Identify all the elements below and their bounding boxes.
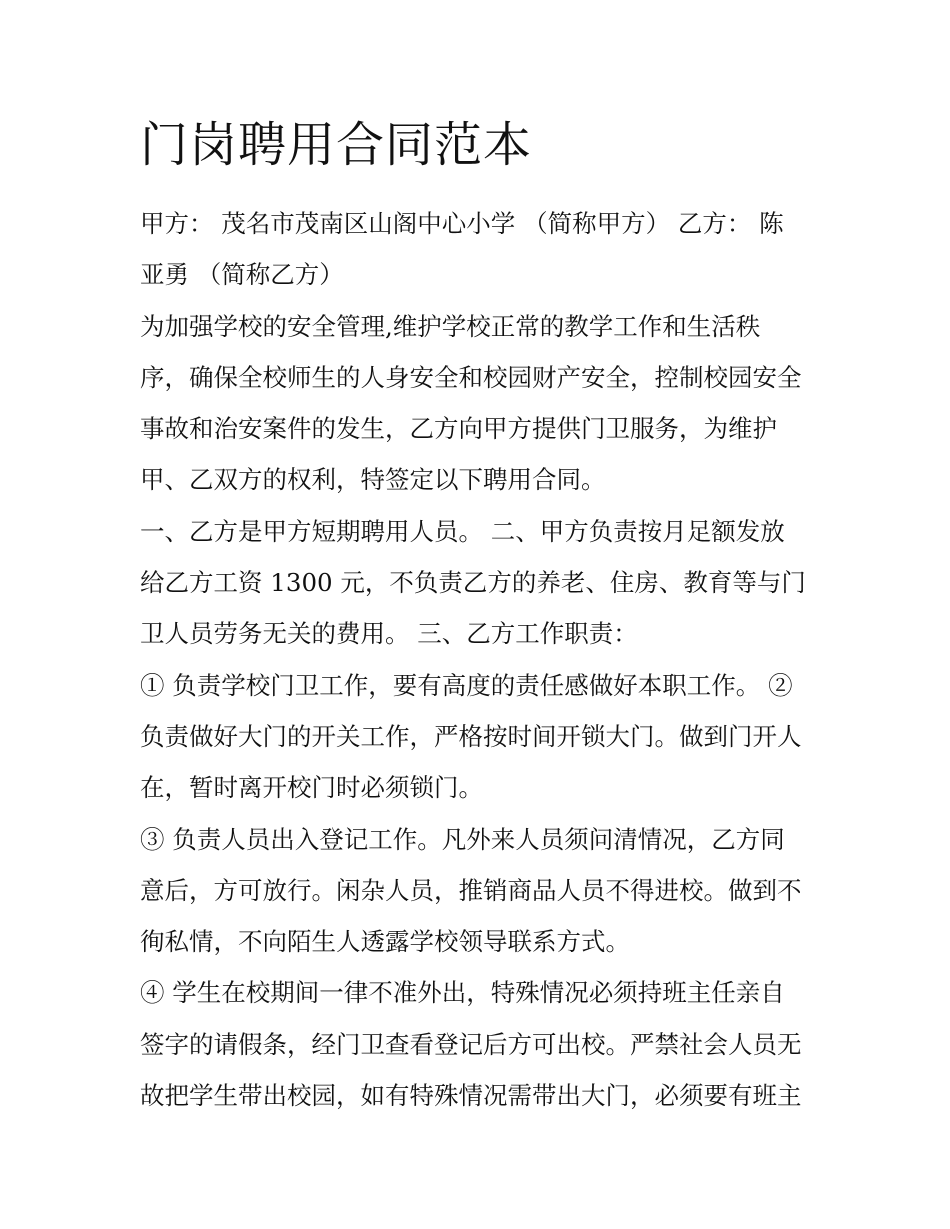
text-line: 事故和治安案件的发生，乙方向甲方提供门卫服务，为维护: [140, 414, 777, 444]
text-line: 序，确保全校师生的人身安全和校园财产安全，控制校园安全: [140, 362, 802, 392]
text-line: 卫人员劳务无关的费用。 三、乙方工作职责：: [140, 619, 638, 649]
text-line: 负责做好大门的开关工作，严格按时间开锁大门。做到门开人: [140, 721, 802, 751]
text-line: 徇私情，不向陌生人透露学校领导联系方式。: [140, 927, 630, 957]
document-body: [140, 198, 820, 1121]
text-line: 亚勇 （简称乙方）: [140, 260, 344, 290]
text-line: 给乙方工资 1300 元，不负责乙方的养老、住房、教育等与门: [140, 568, 806, 598]
text-line: ④ 学生在校期间一律不准外出，特殊情况必须持班主任亲自: [140, 978, 785, 1008]
text-line: ③ 负责人员出入登记工作。凡外来人员须问清情况，乙方同: [140, 824, 785, 854]
text-line: ① 负责学校门卫工作，要有高度的责任感做好本职工作。 ②: [140, 670, 793, 700]
text-line: 甲方： 茂名市茂南区山阁中心小学 （简称甲方） 乙方： 陈: [140, 209, 784, 238]
text-line: 甲、乙双方的权利，特签定以下聘用合同。: [140, 465, 606, 495]
text-line: 为加强学校的安全管理,维护学校正常的教学工作和生活秩: [140, 311, 761, 341]
text-line: 在，暂时离开校门时必须锁门。: [140, 773, 483, 803]
document-title: 门岗聘用合同范本: [140, 117, 533, 173]
text-line: 一、乙方是甲方短期聘用人员。 二、甲方负责按月足额发放: [140, 516, 785, 546]
text-line: 签字的请假条，经门卫查看登记后方可出校。严禁社会人员无: [140, 1029, 802, 1059]
text-line: 故把学生带出校园，如有特殊情况需带出大门，必须要有班主: [140, 1081, 802, 1111]
text-line: 意后，方可放行。闲杂人员，推销商品人员不得进校。做到不: [140, 875, 802, 905]
